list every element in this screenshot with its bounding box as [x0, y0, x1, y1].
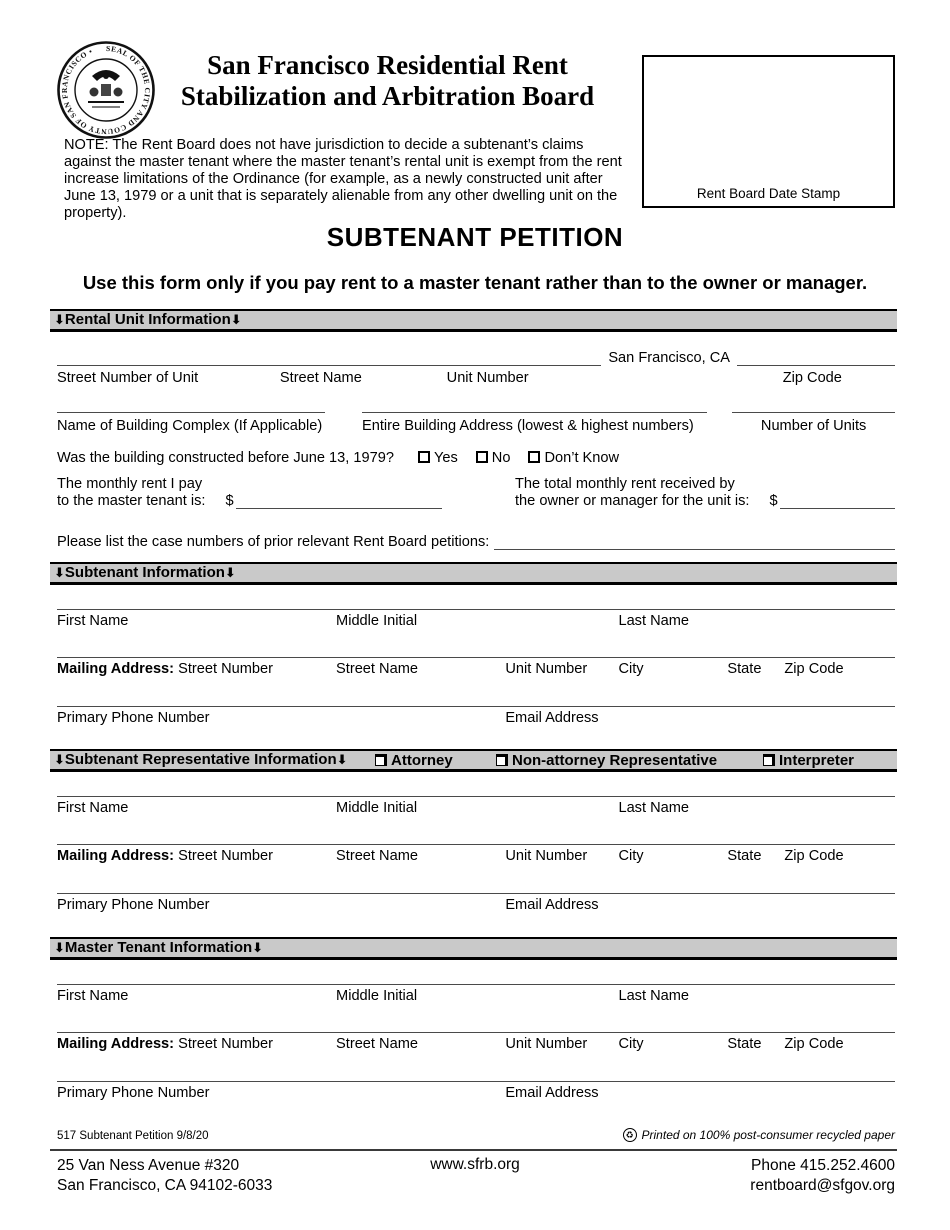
footer-email: rentboard@sfgov.org: [750, 1176, 895, 1194]
zip-code-label: Zip Code: [782, 370, 842, 386]
state-label: State: [727, 661, 762, 677]
zip-code-label: Zip Code: [784, 848, 844, 864]
footer-website: www.sfrb.org: [430, 1156, 520, 1173]
master-tenant-section-header: [50, 937, 897, 960]
prior-petitions-row: [57, 533, 895, 550]
jurisdiction-note: NOTE: The Rent Board does not have jurisdiction to decide a subtenant’s claims against the master tenant where the master tenant’s rental unit is exempt from the rent increase limitations of the Ordinance (for example, as a newly constructed unit after June 13, 1979 or a unit that is separately alienable from any other dwelling unit on the property).: [64, 137, 622, 221]
section-master-tenant-information: [50, 937, 897, 1117]
city-state-static-text: San Francisco, CA: [608, 350, 730, 366]
middle-initial-label: Middle Initial: [336, 613, 418, 629]
form-instruction: Use this form only if you pay rent to a master tenant rather than to the owner or manager.: [82, 272, 868, 293]
footer-divider: [50, 1149, 897, 1151]
subtenant-name-row[interactable]: [57, 609, 895, 631]
no-label: No: [491, 450, 511, 466]
subtenant-contact-row[interactable]: [57, 706, 895, 728]
dollar-sign: $: [769, 492, 778, 509]
building-complex-field[interactable]: [57, 395, 325, 413]
section-subtenant-representative-information: [50, 749, 897, 929]
rental-unit-section-title: Rental Unit Information: [64, 311, 231, 328]
street-name-label: Street Name: [336, 848, 418, 864]
street-name-label: Street Name: [336, 661, 418, 677]
city-label: City: [618, 1036, 644, 1052]
subtenant-section-header: [50, 562, 897, 585]
unit-number-label: Unit Number: [505, 848, 588, 864]
street-number-label: Street Number: [178, 1036, 274, 1052]
agency-title-line2: Stabilization and Arbitration Board: [180, 81, 595, 111]
street-number-of-unit-label: Street Number of Unit: [57, 370, 199, 386]
down-arrow-icon: ⬇: [54, 312, 65, 327]
section-subtenant-information: [50, 562, 897, 742]
yes-label: Yes: [433, 450, 458, 466]
down-arrow-icon: ⬇: [54, 565, 65, 580]
interpreter-label: Interpreter: [779, 752, 855, 769]
first-name-label: First Name: [57, 800, 129, 816]
dont-know-label: Don’t Know: [544, 450, 620, 466]
down-arrow-icon: ⬇: [230, 312, 242, 327]
dollar-sign: $: [225, 492, 234, 509]
recycle-icon: ♻: [623, 1128, 637, 1142]
form-number: 517 Subtenant Petition 9/8/20: [57, 1130, 209, 1142]
state-label: State: [727, 1036, 762, 1052]
attorney-label: Attorney: [391, 752, 453, 769]
dont-know-checkbox[interactable]: [528, 451, 540, 463]
rent-received-block: [515, 476, 895, 509]
mailing-address-prefix: Mailing Address:: [57, 661, 175, 677]
non-attorney-checkbox[interactable]: [496, 754, 508, 766]
rent-received-line2-row: [515, 493, 895, 510]
unit-address-labels-row: [57, 367, 895, 387]
email-address-label: Email Address: [505, 897, 599, 913]
number-of-units-field[interactable]: [732, 395, 895, 413]
date-stamp-label: Rent Board Date Stamp: [696, 186, 841, 201]
mailing-address-prefix: Mailing Address:: [57, 848, 175, 864]
non-attorney-label: Non-attorney Representative: [512, 752, 718, 769]
primary-phone-label: Primary Phone Number: [57, 710, 210, 726]
constructed-option-dont-know: [528, 450, 619, 466]
rent-paid-line2: to the master tenant is:: [57, 492, 206, 509]
zip-code-field[interactable]: [737, 348, 895, 366]
footer-address-line1: 25 Van Ness Avenue #320: [57, 1157, 240, 1174]
street-number-label: Street Number: [178, 661, 274, 677]
street-name-label: Street Name: [279, 370, 362, 386]
constructed-option-yes: [418, 450, 458, 466]
master-tenant-section-title: Master Tenant Information: [64, 939, 253, 956]
representative-name-row[interactable]: [57, 796, 895, 818]
attorney-checkbox[interactable]: [375, 754, 387, 766]
prior-petitions-label: Please list the case numbers of prior relevant Rent Board petitions:: [57, 534, 490, 550]
constructed-before-1979-question-row: [57, 450, 619, 466]
representative-section-header: [50, 749, 897, 772]
building-info-line-row: [57, 395, 895, 413]
recycled-paper-note: [623, 1128, 895, 1142]
representative-section-title: Subtenant Representative Information: [64, 751, 337, 768]
middle-initial-label: Middle Initial: [336, 988, 418, 1004]
zip-code-label: Zip Code: [784, 661, 844, 677]
zip-code-label: Zip Code: [784, 1036, 844, 1052]
monthly-rent-row: [57, 476, 895, 518]
svg-text:SEAL OF THE CITY AND COUNTY OF: SEAL OF THE CITY AND COUNTY OF SAN FRANCISCO •: [59, 43, 153, 137]
building-complex-label: Name of Building Complex (If Applicable): [57, 418, 323, 434]
no-checkbox[interactable]: [476, 451, 488, 463]
yes-checkbox[interactable]: [418, 451, 430, 463]
interpreter-option: [763, 752, 854, 770]
constructed-option-no: [476, 450, 511, 466]
last-name-label: Last Name: [618, 800, 690, 816]
state-label: State: [727, 848, 762, 864]
rent-received-line1: The total monthly rent received by: [515, 476, 735, 492]
agency-title: [150, 50, 625, 112]
non-attorney-option: [496, 752, 717, 770]
unit-address-field[interactable]: [57, 348, 601, 366]
rental-unit-section-header: [50, 309, 897, 332]
city-label: City: [618, 848, 644, 864]
recycled-note-text: Printed on 100% post-consumer recycled paper: [641, 1128, 895, 1142]
unit-number-label: Unit Number: [505, 1036, 588, 1052]
rent-received-amount-field[interactable]: [780, 508, 895, 509]
interpreter-checkbox[interactable]: [763, 754, 775, 766]
subtenant-section-title: Subtenant Information: [64, 564, 225, 581]
form-title: SUBTENANT PETITION: [326, 222, 624, 252]
mailing-address-prefix: Mailing Address:: [57, 1036, 175, 1052]
number-of-units-label: Number of Units: [760, 418, 867, 434]
master-tenant-name-row[interactable]: [57, 984, 895, 1006]
street-name-label: Street Name: [336, 1036, 418, 1052]
primary-phone-label: Primary Phone Number: [57, 1085, 210, 1101]
down-arrow-icon: ⬇: [54, 752, 65, 767]
street-number-label: Street Number: [178, 848, 274, 864]
representative-mailing-row[interactable]: [57, 844, 895, 866]
rent-paid-block: [57, 476, 497, 509]
entire-building-address-label: Entire Building Address (lowest & highest numbers): [362, 418, 694, 434]
down-arrow-icon: ⬇: [336, 752, 348, 767]
middle-initial-label: Middle Initial: [336, 800, 418, 816]
down-arrow-icon: ⬇: [252, 940, 264, 955]
last-name-label: Last Name: [618, 613, 690, 629]
attorney-option: [375, 752, 453, 770]
section-rental-unit-information: [50, 309, 897, 562]
representative-contact-row[interactable]: [57, 893, 895, 915]
mailing-address-label: [57, 1036, 273, 1052]
constructed-question-label: Was the building constructed before June 13, 1979?: [57, 450, 394, 466]
footer-contact-block: [750, 1156, 895, 1195]
first-name-label: First Name: [57, 988, 129, 1004]
down-arrow-icon: ⬇: [54, 940, 65, 955]
footer-phone: Phone 415.252.4600: [751, 1157, 895, 1174]
mailing-address-label: [57, 661, 273, 677]
down-arrow-icon: ⬇: [224, 565, 236, 580]
rent-board-date-stamp-box: [642, 55, 895, 208]
agency-title-line1: San Francisco Residential Rent: [207, 50, 568, 80]
unit-number-label: Unit Number: [505, 661, 588, 677]
sf-city-county-seal-icon: [55, 40, 157, 140]
unit-number-label: Unit Number: [446, 370, 529, 386]
rent-paid-line1: The monthly rent I pay: [57, 476, 203, 492]
first-name-label: First Name: [57, 613, 129, 629]
entire-building-address-field[interactable]: [362, 395, 707, 413]
subtenant-mailing-row[interactable]: [57, 657, 895, 679]
mailing-address-label: [57, 848, 273, 864]
master-tenant-mailing-row[interactable]: [57, 1032, 895, 1054]
email-address-label: Email Address: [505, 1085, 599, 1101]
rent-received-line2: the owner or manager for the unit is:: [515, 492, 750, 509]
email-address-label: Email Address: [505, 710, 599, 726]
prior-petitions-field[interactable]: [494, 533, 895, 550]
master-tenant-contact-row[interactable]: [57, 1081, 895, 1103]
building-info-labels-row: [57, 415, 895, 435]
last-name-label: Last Name: [618, 988, 690, 1004]
footer-address-line2: San Francisco, CA 94102-6033: [57, 1176, 273, 1194]
rent-paid-line2-row: [57, 493, 497, 510]
primary-phone-label: Primary Phone Number: [57, 897, 210, 913]
rent-paid-amount-field[interactable]: [236, 508, 442, 509]
city-label: City: [618, 661, 644, 677]
unit-address-line-row: [57, 348, 895, 366]
